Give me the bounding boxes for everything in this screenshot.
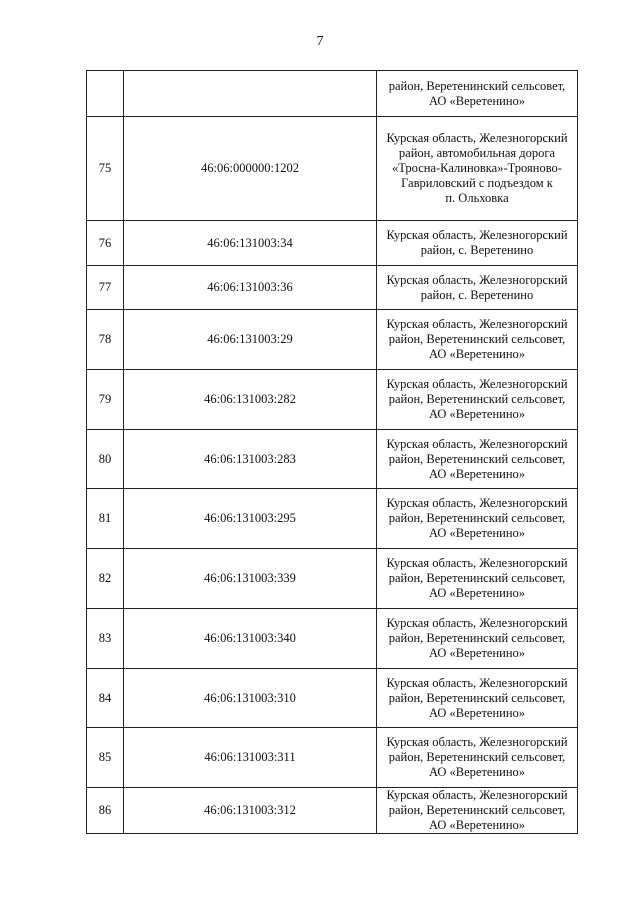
- table-row: [87, 310, 578, 370]
- row-number-cell: 85: [87, 728, 124, 788]
- address-line: Курская область, Железногорский: [386, 272, 568, 287]
- cadastral-number-cell: 46:06:131003:312: [124, 788, 377, 834]
- address-line: район, Веретенинский сельсовет,: [388, 690, 566, 705]
- row-number-cell: 76: [87, 221, 124, 266]
- address-cell: [377, 266, 578, 310]
- address-line: АО «Веретенино»: [428, 526, 526, 540]
- cadastral-number-cell: 46:06:131003:283: [124, 430, 377, 489]
- row-number-cell: 86: [87, 788, 124, 834]
- cadastral-number-cell: 46:06:131003:340: [124, 609, 377, 669]
- address-line: Курская область, Железногорский: [386, 616, 568, 630]
- row-number-cell: 83: [87, 609, 124, 669]
- address-cell: [377, 728, 578, 788]
- row-number-cell: [87, 71, 124, 117]
- address-line: Курская область, Железногорский: [386, 735, 568, 749]
- address-line: Курская область, Железногорский: [386, 131, 568, 145]
- table-row: [87, 370, 578, 430]
- row-number-cell: 75: [87, 117, 124, 221]
- row-number-cell: 79: [87, 370, 124, 430]
- address-cell: [377, 370, 578, 430]
- row-number-cell: 82: [87, 549, 124, 609]
- cadastral-number-cell: 46:06:131003:295: [124, 489, 377, 549]
- address-cell: [377, 549, 578, 609]
- address-line: Курская область, Железногорский: [386, 436, 568, 451]
- address-cell: [377, 221, 578, 266]
- address-line: АО «Веретенино»: [428, 765, 526, 779]
- address-line: АО «Веретенино»: [428, 818, 526, 832]
- address-cell: [377, 489, 578, 549]
- table-row: [87, 430, 578, 489]
- cadastral-number-cell: 46:06:000000:1202: [124, 117, 377, 221]
- table-row: [87, 117, 578, 221]
- table-row: [87, 609, 578, 669]
- table-row: [87, 221, 578, 266]
- land-plots-table: [86, 70, 578, 834]
- cadastral-number-cell: [124, 71, 377, 117]
- cadastral-number-cell: 46:06:131003:34: [124, 221, 377, 266]
- address-line: п. Ольховка: [445, 191, 509, 205]
- address-line: район, Веретенинский сельсовет,: [388, 750, 566, 764]
- row-number-cell: 81: [87, 489, 124, 549]
- table-row: [87, 728, 578, 788]
- address-cell: [377, 71, 578, 117]
- cadastral-number-cell: 46:06:131003:36: [124, 266, 377, 310]
- cadastral-number-cell: 46:06:131003:310: [124, 669, 377, 728]
- address-line: Курская область, Железногорский: [386, 788, 568, 802]
- address-line: Курская область, Железногорский: [386, 556, 568, 570]
- address-line: район, с. Веретенино: [420, 287, 534, 302]
- address-line: Курская область, Железногорский: [386, 228, 568, 242]
- row-number-cell: 84: [87, 669, 124, 728]
- address-line: район, Веретенинский сельсовет,: [388, 571, 566, 585]
- address-line: район, Веретенинский сельсовет,: [388, 511, 566, 525]
- address-line: АО «Веретенино»: [428, 646, 526, 660]
- address-line: АО «Веретенино»: [428, 407, 526, 421]
- address-line: район, Веретенинский сельсовет,: [388, 332, 566, 346]
- address-line: АО «Веретенино»: [428, 586, 526, 600]
- table-row: [87, 669, 578, 728]
- address-line: АО «Веретенино»: [428, 347, 526, 361]
- address-line: Курская область, Железногорский: [386, 377, 568, 391]
- address-line: Гавриловский с подъездом к: [401, 176, 553, 190]
- cadastral-number-cell: 46:06:131003:339: [124, 549, 377, 609]
- address-line: район, Веретенинский сельсовет,: [388, 631, 566, 645]
- address-line: район, Веретенинский сельсовет,: [388, 78, 566, 93]
- address-cell: [377, 117, 578, 221]
- row-number-cell: 78: [87, 310, 124, 370]
- address-line: район, автомобильная дорога: [398, 146, 556, 160]
- table-row: [87, 549, 578, 609]
- table-row: [87, 788, 578, 834]
- address-line: «Тросна-Калиновка»-Трояново-: [392, 161, 562, 175]
- row-number-cell: 80: [87, 430, 124, 489]
- table-row: [87, 489, 578, 549]
- address-cell: [377, 669, 578, 728]
- address-cell: [377, 609, 578, 669]
- address-cell: [377, 430, 578, 489]
- address-line: Курская область, Железногорский: [386, 675, 568, 690]
- address-line: район, с. Веретенино: [420, 243, 534, 257]
- cadastral-number-cell: 46:06:131003:282: [124, 370, 377, 430]
- cadastral-number-cell: 46:06:131003:29: [124, 310, 377, 370]
- address-line: Курская область, Железногорский: [386, 496, 568, 510]
- address-line: Курская область, Железногорский: [386, 317, 568, 331]
- address-line: район, Веретенинский сельсовет,: [388, 451, 566, 466]
- address-cell: [377, 310, 578, 370]
- address-line: район, Веретенинский сельсовет,: [388, 803, 566, 817]
- address-line: АО «Веретенино»: [428, 466, 526, 481]
- row-number-cell: 77: [87, 266, 124, 310]
- address-line: АО «Веретенино»: [428, 705, 526, 720]
- address-line: АО «Веретенино»: [428, 93, 526, 108]
- address-line: район, Веретенинский сельсовет,: [388, 392, 566, 406]
- address-cell: [377, 788, 578, 834]
- cadastral-number-cell: 46:06:131003:311: [124, 728, 377, 788]
- page-number: 7: [316, 34, 324, 49]
- table-row: [87, 71, 578, 117]
- table-row: [87, 266, 578, 310]
